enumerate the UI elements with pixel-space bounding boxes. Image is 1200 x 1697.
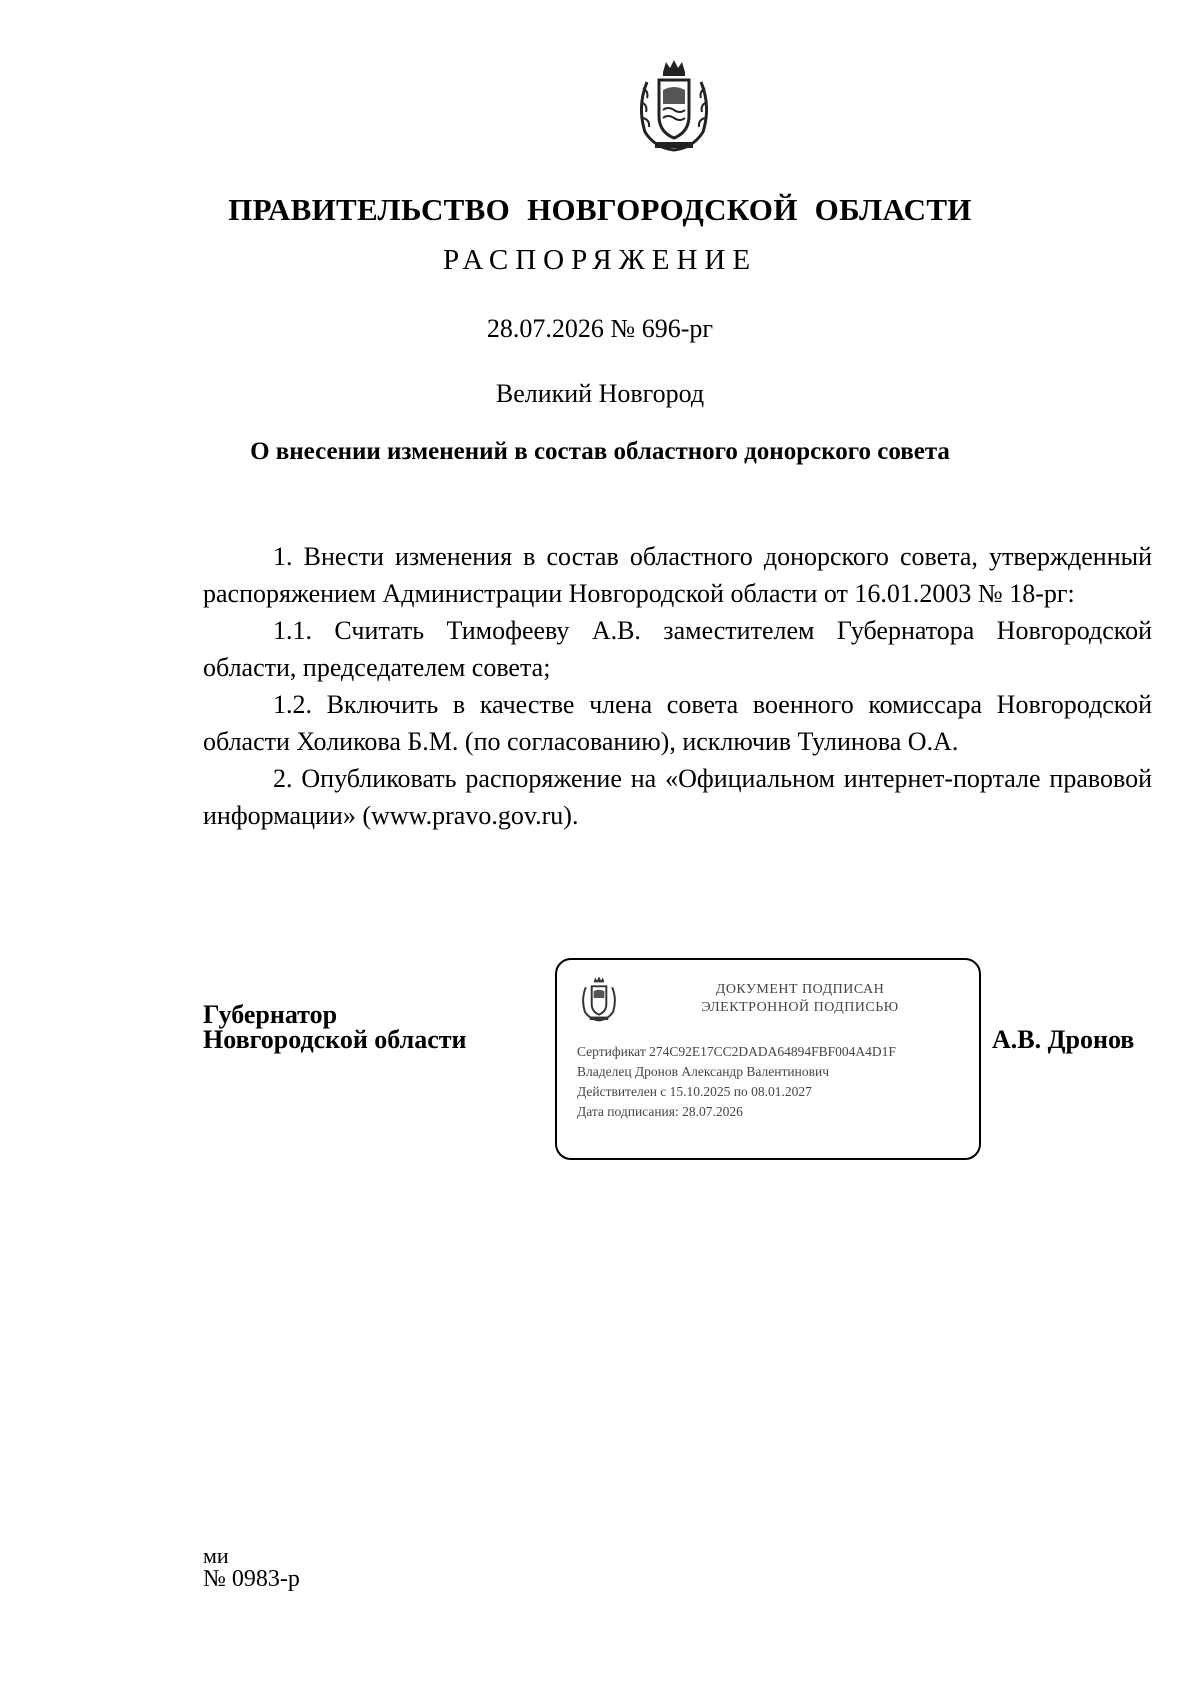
paragraph-1-1: 1.1. Считать Тимофееву А.В. заместителем Губернатора Новгородской области, председателем совета; (203, 616, 1152, 682)
footer-number: № 0983-р (203, 1566, 300, 1592)
signer-position-line1: Губернатор (203, 1000, 338, 1029)
paragraph-1: 1. Внести изменения в состав областного донорского совета, утвержденный распоряжением Администрации Новгородской области от 16.01.2003 № 18-рг: (203, 542, 1152, 608)
organization-name: ПРАВИТЕЛЬСТВО НОВГОРОДСКОЙ ОБЛАСТИ (228, 192, 972, 227)
stamp-certificate: Сертификат 274C92E17CC2DADA64894FBF004A4D1F (577, 1044, 896, 1059)
document-body (203, 538, 1152, 834)
document-title: О внесении изменений в состав областного донорского совета (250, 438, 950, 465)
coat-of-arms-icon (633, 58, 715, 154)
signer-name: А.В. Дронов (992, 1025, 1135, 1054)
paragraph-1-2: 1.2. Включить в качестве члена совета военного комиссара Новгородской области Холикова Б.М. (по согласованию), исключив Тулинова О.А. (203, 690, 1152, 756)
signer-position-line2: Новгородской области (203, 1025, 467, 1054)
footer-initials: ми (203, 1543, 229, 1568)
stamp-signing-date: Дата подписания: 28.07.2026 (577, 1104, 743, 1119)
stamp-heading-line2: ЭЛЕКТРОННОЙ ПОДПИСЬЮ (701, 1000, 899, 1015)
stamp-owner: Владелец Дронов Александр Валентинович (577, 1064, 829, 1079)
coat-of-arms-icon (579, 974, 619, 1024)
stamp-validity: Действителен с 15.10.2025 по 08.01.2027 (577, 1084, 812, 1099)
paragraph-2: 2. Опубликовать распоряжение на «Официальном интернет-портале правовой информации» (www.pravo.gov.ru). (203, 764, 1152, 830)
document-city: Великий Новгород (495, 379, 705, 408)
document-date-number: 28.07.2026 № 696-рг (486, 314, 714, 343)
document-type: РАСПОРЯЖЕНИЕ (442, 244, 758, 276)
electronic-signature-stamp (555, 958, 981, 1160)
stamp-heading-line1: ДОКУМЕНТ ПОДПИСАН (715, 982, 885, 997)
